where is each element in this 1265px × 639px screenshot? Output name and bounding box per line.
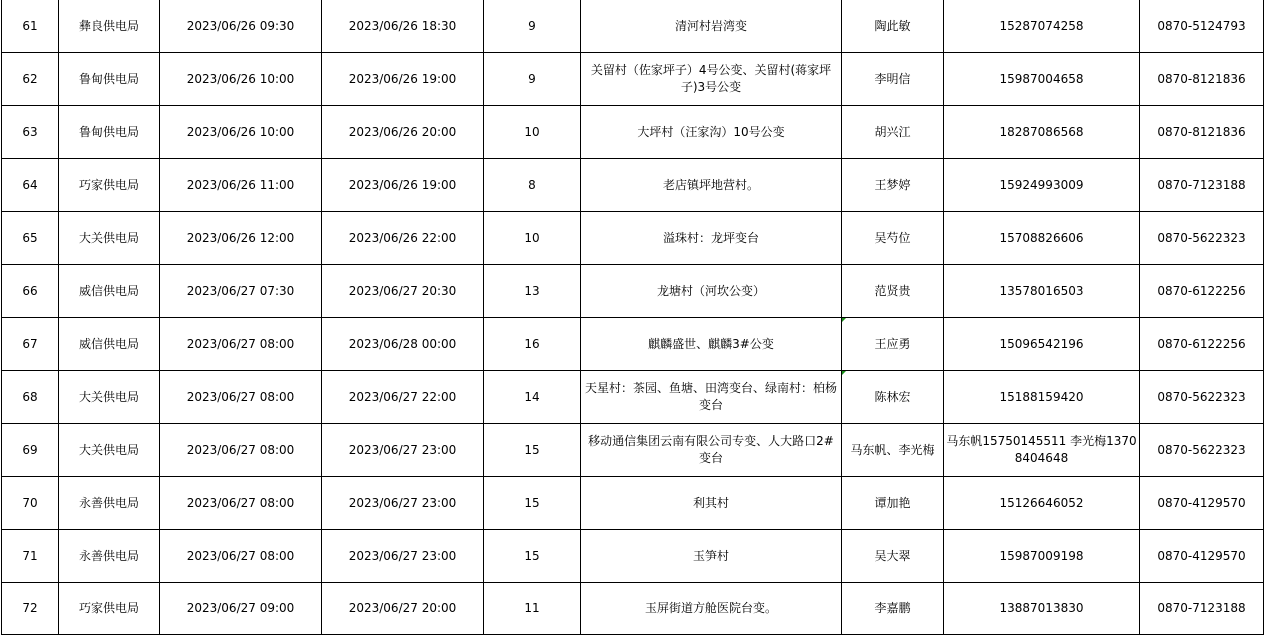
cell-contact[interactable]: 胡兴江 xyxy=(842,106,944,159)
cell-no[interactable]: 62 xyxy=(2,53,59,106)
cell-start-time[interactable]: 2023/06/27 08:00 xyxy=(160,530,322,583)
cell-no[interactable]: 65 xyxy=(2,212,59,265)
cell-bureau[interactable]: 鲁甸供电局 xyxy=(59,53,160,106)
cell-end-time[interactable]: 2023/06/26 18:30 xyxy=(322,0,484,53)
cell-start-time[interactable]: 2023/06/27 08:00 xyxy=(160,371,322,424)
cell-end-time[interactable]: 2023/06/27 23:00 xyxy=(322,477,484,530)
table-row xyxy=(2,424,1264,477)
cell-mobile[interactable]: 15987004658 xyxy=(944,53,1140,106)
cell-mobile[interactable]: 18287086568 xyxy=(944,106,1140,159)
cell-mobile[interactable]: 13887013830 xyxy=(944,583,1140,635)
cell-end-time[interactable]: 2023/06/28 00:00 xyxy=(322,318,484,371)
cell-contact[interactable]: 王梦婷 xyxy=(842,159,944,212)
cell-telephone[interactable]: 0870-7123188 xyxy=(1140,159,1264,212)
cell-bureau[interactable]: 威信供电局 xyxy=(59,265,160,318)
cell-no[interactable]: 72 xyxy=(2,583,59,635)
table-row xyxy=(2,477,1264,530)
table-row xyxy=(2,265,1264,318)
cell-start-time[interactable]: 2023/06/27 09:00 xyxy=(160,583,322,635)
cell-telephone[interactable]: 0870-8121836 xyxy=(1140,106,1264,159)
table-body xyxy=(2,0,1264,635)
cell-duration[interactable]: 15 xyxy=(484,530,581,583)
cell-start-time[interactable]: 2023/06/27 07:30 xyxy=(160,265,322,318)
table-row xyxy=(2,53,1264,106)
cell-duration[interactable]: 11 xyxy=(484,583,581,635)
cell-area[interactable]: 移动通信集团云南有限公司专变、人大路口2#变台 xyxy=(581,424,842,477)
cell-telephone[interactable]: 0870-5622323 xyxy=(1140,371,1264,424)
cell-start-time[interactable]: 2023/06/26 11:00 xyxy=(160,159,322,212)
cell-bureau[interactable]: 永善供电局 xyxy=(59,530,160,583)
cell-contact[interactable]: 李嘉鹏 xyxy=(842,583,944,635)
cell-start-time[interactable]: 2023/06/26 10:00 xyxy=(160,106,322,159)
table-row xyxy=(2,530,1264,583)
cell-start-time[interactable]: 2023/06/27 08:00 xyxy=(160,424,322,477)
cell-no[interactable]: 67 xyxy=(2,318,59,371)
cell-mobile[interactable]: 13578016503 xyxy=(944,265,1140,318)
cell-contact[interactable]: 李明信 xyxy=(842,53,944,106)
cell-start-time[interactable]: 2023/06/26 12:00 xyxy=(160,212,322,265)
cell-area[interactable]: 利其村 xyxy=(581,477,842,530)
table-row xyxy=(2,106,1264,159)
table-row xyxy=(2,318,1264,371)
cell-mobile[interactable]: 15987009198 xyxy=(944,530,1140,583)
cell-telephone[interactable]: 0870-5622323 xyxy=(1140,212,1264,265)
cell-contact[interactable]: 王应勇 xyxy=(842,318,944,371)
cell-contact[interactable]: 陈林宏 xyxy=(842,371,944,424)
cell-start-time[interactable]: 2023/06/27 08:00 xyxy=(160,477,322,530)
cell-telephone[interactable]: 0870-4129570 xyxy=(1140,530,1264,583)
cell-end-time[interactable]: 2023/06/27 20:30 xyxy=(322,265,484,318)
cell-duration[interactable]: 14 xyxy=(484,371,581,424)
cell-telephone[interactable]: 0870-5124793 xyxy=(1140,0,1264,53)
cell-end-time[interactable]: 2023/06/26 19:00 xyxy=(322,53,484,106)
cell-contact[interactable]: 范贤贵 xyxy=(842,265,944,318)
table-row xyxy=(2,371,1264,424)
cell-end-time[interactable]: 2023/06/27 23:00 xyxy=(322,424,484,477)
cell-end-time[interactable]: 2023/06/27 23:00 xyxy=(322,530,484,583)
cell-duration[interactable]: 10 xyxy=(484,106,581,159)
cell-mobile[interactable]: 15188159420 xyxy=(944,371,1140,424)
cell-area[interactable]: 天星村：茶园、鱼塘、田湾变台、绿南村：柏杨变台 xyxy=(581,371,842,424)
cell-telephone[interactable]: 0870-4129570 xyxy=(1140,477,1264,530)
cell-no[interactable]: 70 xyxy=(2,477,59,530)
cell-mobile[interactable]: 15126646052 xyxy=(944,477,1140,530)
cell-area[interactable]: 龙塘村（河坎公变） xyxy=(581,265,842,318)
cell-bureau[interactable]: 威信供电局 xyxy=(59,318,160,371)
cell-telephone[interactable]: 0870-8121836 xyxy=(1140,53,1264,106)
cell-end-time[interactable]: 2023/06/27 20:00 xyxy=(322,583,484,635)
cell-end-time[interactable]: 2023/06/26 22:00 xyxy=(322,212,484,265)
cell-duration[interactable]: 8 xyxy=(484,159,581,212)
cell-area[interactable]: 麒麟盛世、麒麟3#公变 xyxy=(581,318,842,371)
cell-contact[interactable]: 马东帆、李光梅 xyxy=(842,424,944,477)
cell-no[interactable]: 68 xyxy=(2,371,59,424)
cell-duration[interactable]: 9 xyxy=(484,0,581,53)
cell-mobile[interactable]: 15096542196 xyxy=(944,318,1140,371)
cell-area[interactable]: 玉笋村 xyxy=(581,530,842,583)
cell-mobile[interactable]: 15924993009 xyxy=(944,159,1140,212)
cell-no[interactable]: 69 xyxy=(2,424,59,477)
cell-contact[interactable]: 吴大翠 xyxy=(842,530,944,583)
cell-end-time[interactable]: 2023/06/26 20:00 xyxy=(322,106,484,159)
cell-telephone[interactable]: 0870-5622323 xyxy=(1140,424,1264,477)
cell-area[interactable]: 关留村（佐家坪子）4号公变、关留村(蒋家坪子)3号公变 xyxy=(581,53,842,106)
cell-duration[interactable]: 15 xyxy=(484,477,581,530)
cell-duration[interactable]: 15 xyxy=(484,424,581,477)
table-row xyxy=(2,212,1264,265)
cell-duration[interactable]: 16 xyxy=(484,318,581,371)
cell-no[interactable]: 71 xyxy=(2,530,59,583)
cell-contact[interactable]: 谭加艳 xyxy=(842,477,944,530)
cell-duration[interactable]: 9 xyxy=(484,53,581,106)
cell-telephone[interactable]: 0870-6122256 xyxy=(1140,318,1264,371)
table-row xyxy=(2,159,1264,212)
cell-telephone[interactable]: 0870-6122256 xyxy=(1140,265,1264,318)
table-row xyxy=(2,583,1264,635)
cell-telephone[interactable]: 0870-7123188 xyxy=(1140,583,1264,635)
cell-contact[interactable]: 陶此敏 xyxy=(842,0,944,53)
cell-mobile[interactable]: 15708826606 xyxy=(944,212,1140,265)
cell-bureau[interactable]: 大关供电局 xyxy=(59,371,160,424)
cell-end-time[interactable]: 2023/06/26 19:00 xyxy=(322,159,484,212)
cell-duration[interactable]: 13 xyxy=(484,265,581,318)
cell-bureau[interactable]: 巧家供电局 xyxy=(59,159,160,212)
cell-no[interactable]: 61 xyxy=(2,0,59,53)
cell-area[interactable]: 老店镇坪地营村。 xyxy=(581,159,842,212)
cell-mobile[interactable]: 15287074258 xyxy=(944,0,1140,53)
cell-duration[interactable]: 10 xyxy=(484,212,581,265)
cell-no[interactable]: 66 xyxy=(2,265,59,318)
cell-bureau[interactable]: 巧家供电局 xyxy=(59,583,160,635)
outage-table xyxy=(1,0,1264,635)
cell-bureau[interactable]: 彝良供电局 xyxy=(59,0,160,53)
cell-start-time[interactable]: 2023/06/27 08:00 xyxy=(160,318,322,371)
cell-bureau[interactable]: 大关供电局 xyxy=(59,424,160,477)
cell-start-time[interactable]: 2023/06/26 09:30 xyxy=(160,0,322,53)
cell-bureau[interactable]: 大关供电局 xyxy=(59,212,160,265)
cell-bureau[interactable]: 鲁甸供电局 xyxy=(59,106,160,159)
cell-no[interactable]: 63 xyxy=(2,106,59,159)
cell-no[interactable]: 64 xyxy=(2,159,59,212)
cell-mobile[interactable]: 马东帆15750145511 李光梅13708404648 xyxy=(944,424,1140,477)
cell-end-time[interactable]: 2023/06/27 22:00 xyxy=(322,371,484,424)
cell-bureau[interactable]: 永善供电局 xyxy=(59,477,160,530)
cell-area[interactable]: 玉屏街道方舱医院台变。 xyxy=(581,583,842,635)
cell-contact[interactable]: 吴芍位 xyxy=(842,212,944,265)
cell-area[interactable]: 溢珠村：龙坪变台 xyxy=(581,212,842,265)
cell-area[interactable]: 清河村岩湾变 xyxy=(581,0,842,53)
table-row xyxy=(2,0,1264,53)
cell-area[interactable]: 大坪村（汪家沟）10号公变 xyxy=(581,106,842,159)
cell-start-time[interactable]: 2023/06/26 10:00 xyxy=(160,53,322,106)
